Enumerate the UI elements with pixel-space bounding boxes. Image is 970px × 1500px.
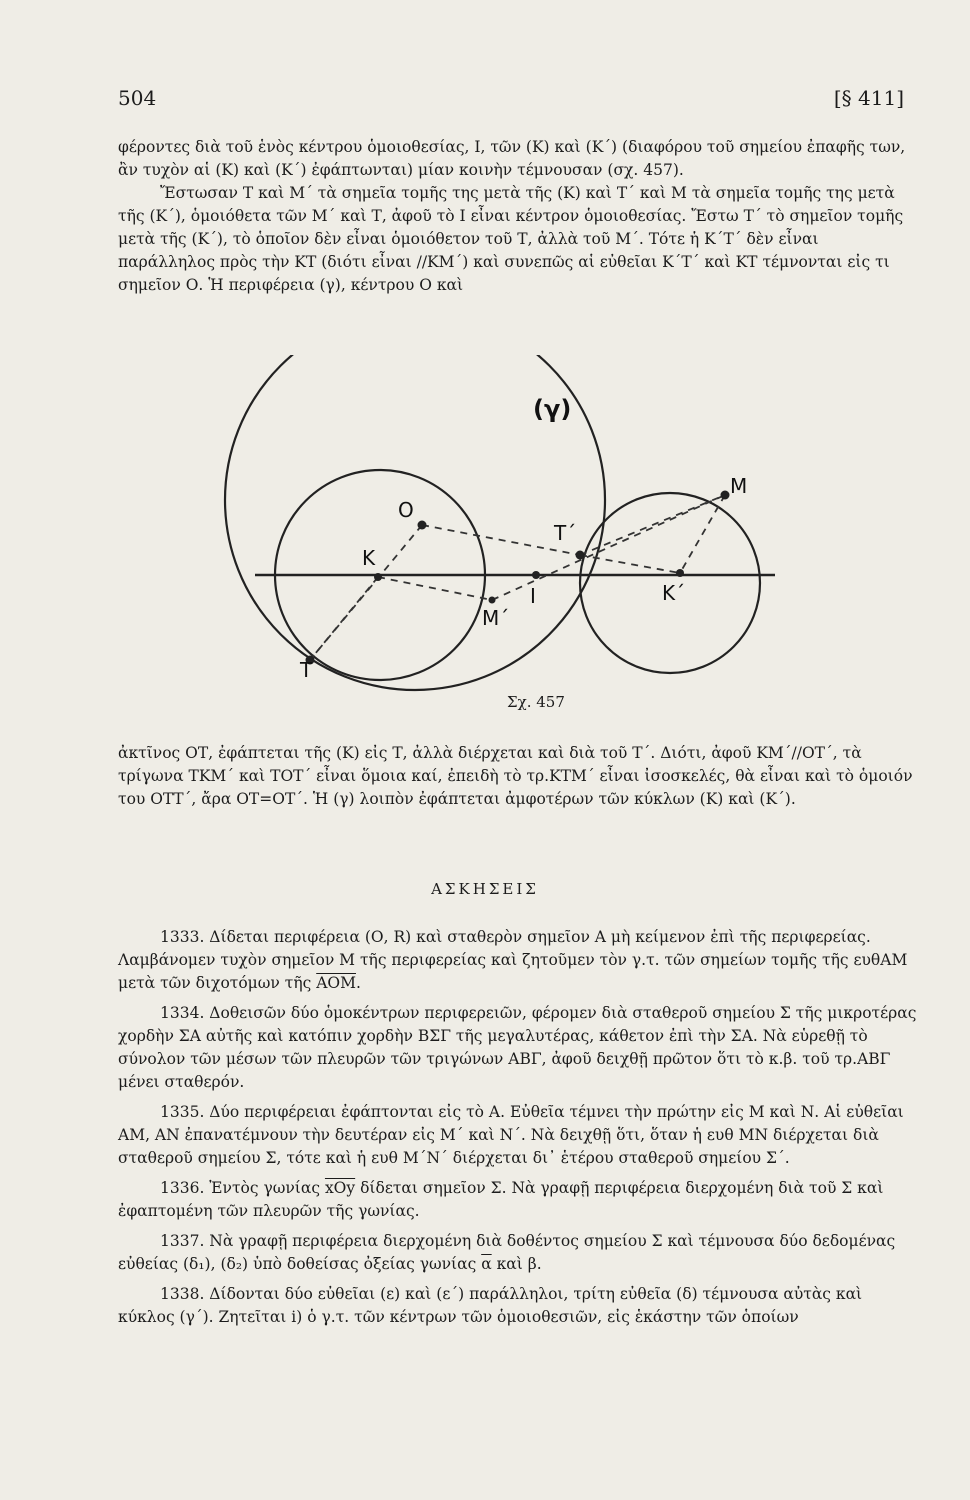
exercise-1335: 1335. Δύο περιφέρειαι ἐφάπτονται εἰς τὸ Α. Εὐθεῖα τέμνει τὴν πρώτην εἰς Μ καὶ Ν. Αἱ εὐθεῖαι ΑΜ, ΑΝ ἐπανατέμνουν τὴν δευτέραν εἰς Μ΄ καὶ Ν΄. Νὰ δειχθῇ ὅτι, ὅταν ἡ ευθ ΜΝ διέρχεται διὰ σταθεροῦ σημείου Σ, τότε καὶ ἡ ευθ Μ΄Ν΄ διέρχεται δι᾽ ἑτέρου σταθεροῦ σημείου Σ΄. (118, 1103, 904, 1167)
exercise-1338: 1338. Δίδονται δύο εὐθεῖαι (ε) καὶ (ε΄) παράλληλοι, τρίτη εὐθεῖα (δ) τέμνουσα αὐτὰς καὶ κύκλος (γ΄). Ζητεῖται i) ὁ γ.τ. τῶν κέντρων τῶν ὁμοιοθεσιῶν, εἰς ἑκάστην τῶν ὁποίων (118, 1285, 863, 1326)
exercises-heading: ΑΣΚΗΣΕΙΣ (431, 880, 539, 898)
figure-457 (200, 355, 780, 725)
label-i: I (530, 584, 536, 608)
exercise-1334: 1334. Δοθεισῶν δύο ὁμοκέντρων περιφερειῶν, φέρομεν διὰ σταθεροῦ σημείου Σ τῆς μικροτέρας χορδὴν ΣΑ αὐτῆς καὶ κατόπιν χορδὴν ΒΣΓ τῆς μεγαλυτέρας, κάθετον ἐπὶ τὴν ΣΑ. Νὰ εὑρεθῇ τὸ σύνολον τῶν μέσων τῶν πλευρῶν τῶν τριγώνων ΑΒΓ, ἀφοῦ δειχθῇ πρῶτον ὅτι τὸ κ.β. τοῦ τρ.ΑΒΓ μένει σταθερόν. (118, 1004, 917, 1091)
label-m-prime: M΄ (482, 606, 510, 630)
top-text-block (118, 136, 918, 297)
page-number: 504 (118, 86, 157, 110)
paragraph-3: ἀκτῖνος ΟΤ, ἐφάπτεται τῆς (Κ) εἰς Τ, ἀλλὰ διέρχεται καὶ διὰ τοῦ Τ΄. Διότι, ἀφοῦ ΚΜ΄//ΟΤ΄, τὰ τρίγωνα ΤΚΜ΄ καὶ ΤΟΤ΄ εἶναι ὅμοια καί, ἐπειδὴ τὸ τρ.ΚΤΜ΄ εἶναι ἰσοσκελές, θὰ εἶναι καὶ τὸ ὁμοιόν του ΟΤΤ΄, ἄρα ΟΤ=ΟΤ΄. Ἡ (γ) λοιπὸν ἐφάπτεται ἀμφοτέρων τῶν κύκλων (Κ) καὶ (Κ΄). (118, 744, 913, 808)
label-k-prime: K΄ (662, 581, 686, 605)
exercises-list (118, 926, 918, 1336)
exercise-1336: 1336. Ἐντὸς γωνίας $\overline{xOy}$ δίδεται σημεῖον Σ. Νὰ γραφῇ περιφέρεια διερχομένη διὰ τοῦ Σ καὶ ἐφαπτομένη τῶν πλευρῶν τῆς γωνίας. (118, 1179, 884, 1220)
exercise-1337: 1337. Νὰ γραφῇ περιφέρεια διερχομένη διὰ δοθέντος σημείου Σ καὶ τέμνουσα δύο δεδομένας εὐθείας (δ₁), (δ₂) ὑπὸ δοθείσας ὀξείας γωνίας $\overline{\alpha}$ καὶ β. (118, 1232, 896, 1273)
label-o: O (398, 498, 414, 522)
page-header (118, 86, 904, 116)
mid-text-block (118, 742, 918, 811)
section-reference: [§ 411] (833, 86, 904, 110)
label-m: M (730, 474, 748, 498)
label-t: T (300, 658, 313, 682)
paragraph-1: φέροντες διὰ τοῦ ἑνὸς κέντρου ὁμοιοθεσίας, Ι, τῶν (Κ) καὶ (Κ΄) (διαφόρου τοῦ σημείου ἐπαφῆς των, ἂν τυχὸν αἱ (Κ) καὶ (Κ΄) ἐφάπτωνται) μίαν κοινὴν τέμνουσαν (σχ. 457). (118, 138, 906, 179)
label-k: K (362, 546, 376, 570)
figure-caption: Σχ. 457 (507, 693, 565, 711)
exercise-1333: 1333. Δίδεται περιφέρεια (Ο, R) καὶ σταθερὸν σημεῖον Α μὴ κείμενον ἐπὶ τῆς περιφερείας. Λαμβάνομεν τυχὸν σημεῖον Μ τῆς περιφερείας καὶ ζητοῦμεν τὸν γ.τ. τῶν σημείων τομῆς τῆς ευθΑΜ μετὰ τῶν διχοτόμων τῆς $\overline{AOM}$. (118, 928, 908, 992)
paragraph-2: Ἔστωσαν Τ καὶ Μ΄ τὰ σημεῖα τομῆς της μετὰ τῆς (Κ) καὶ Τ΄ καὶ Μ τὰ σημεῖα τομῆς της μετὰ τῆς (Κ΄), ὁμοιόθετα τῶν Μ΄ καὶ Τ, ἀφοῦ τὸ Ι εἶναι κέντρον ὁμοιοθεσίας. Ἔστω Τ΄ τὸ σημεῖον τομῆς μετὰ τῆς (Κ΄), τὸ ὁποῖον δὲν εἶναι ὁμοιόθετον τοῦ Τ, ἀλλὰ τοῦ Μ΄. Τότε ἡ Κ΄Τ΄ δὲν εἶναι παράλληλος πρὸς τὴν ΚΤ (διότι εἶναι //ΚΜ΄) καὶ συνεπῶς αἱ εὐθεῖαι Κ΄Τ΄ καὶ ΚΤ τέμνονται εἰς τι σημεῖον Ο. Ἡ περιφέρεια (γ), κέντρου Ο καὶ (118, 184, 904, 294)
label-gamma: (γ) (533, 395, 572, 423)
label-t-prime: T΄ (554, 521, 577, 545)
